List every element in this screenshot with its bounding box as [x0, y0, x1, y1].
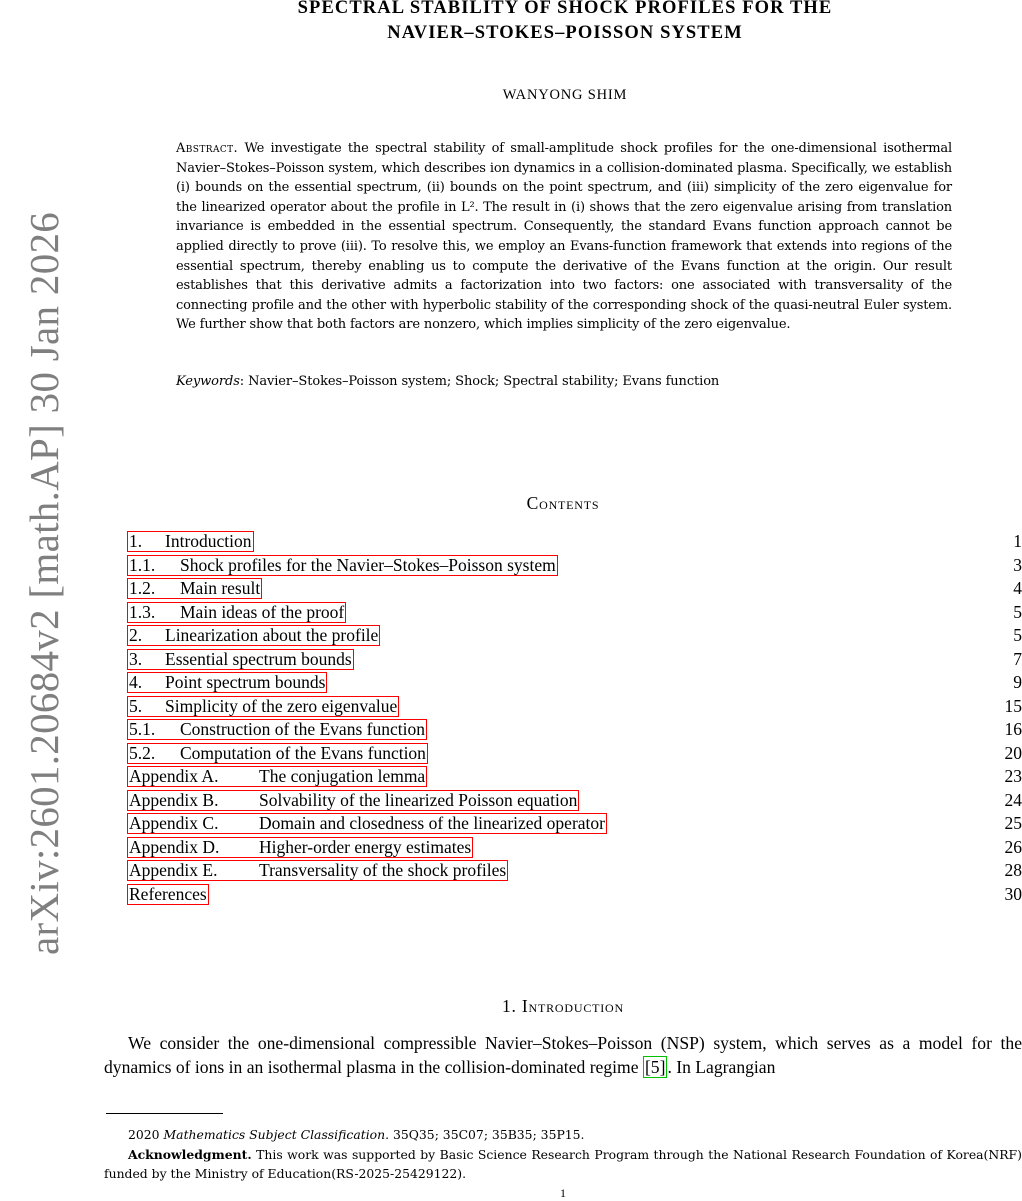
- toc-page-number: 25: [1005, 812, 1022, 836]
- toc-page-number: 5: [1013, 601, 1022, 625]
- toc-entry-number: 2.: [129, 626, 165, 645]
- toc-row: [127, 742, 1022, 766]
- toc-link[interactable]: [127, 649, 354, 670]
- msc-codes: 35Q35; 35C07; 35B35; 35P15.: [393, 1127, 585, 1142]
- toc-page-number: 26: [1005, 836, 1022, 860]
- toc-entry-title: Solvability of the linearized Poisson equation: [259, 790, 577, 810]
- toc-link[interactable]: [127, 555, 558, 576]
- toc-page-number: 1: [1013, 530, 1022, 554]
- toc-entry-number: Appendix A.: [129, 767, 259, 786]
- toc-entry-title: Transversality of the shock profiles: [259, 860, 506, 880]
- author-name: WANYONG SHIM: [180, 87, 950, 104]
- toc-entry-title: Simplicity of the zero eigenvalue: [165, 696, 397, 716]
- keywords-text: : Navier–Stokes–Poisson system; Shock; Spectral stability; Evans function: [240, 374, 719, 389]
- toc-link[interactable]: [127, 884, 209, 905]
- toc-row: [127, 601, 1022, 625]
- section-heading-introduction: 1. Introduction: [0, 996, 1022, 1017]
- toc-page-number: 28: [1005, 859, 1022, 883]
- toc-entry-title: Essential spectrum bounds: [165, 649, 352, 669]
- toc-link[interactable]: [127, 837, 473, 858]
- toc-page-number: 24: [1005, 789, 1022, 813]
- toc-page-number: 5: [1013, 624, 1022, 648]
- intro-text-before: We consider the one-dimensional compressible Navier–Stokes–Poisson (NSP) system, which serves as a model for the dynamics of ions in an isothermal plasma in the collision-dominated regime: [104, 1033, 1022, 1077]
- paper-title-line-2: NAVIER–STOKES–POISSON SYSTEM: [180, 23, 950, 44]
- toc-link[interactable]: [127, 531, 254, 552]
- toc-row: [127, 695, 1022, 719]
- page-number: 1: [0, 1186, 1022, 1201]
- footnote-divider: [106, 1113, 223, 1114]
- intro-text-after: . In Lagrangian: [667, 1057, 775, 1077]
- toc-page-number: 7: [1013, 648, 1022, 672]
- abstract-label: Abstract.: [176, 141, 238, 156]
- toc-link[interactable]: [127, 813, 607, 834]
- toc-row: [127, 836, 1022, 860]
- toc-row: [127, 859, 1022, 883]
- acknowledgment: [104, 1145, 1022, 1184]
- toc-entry-title: The conjugation lemma: [259, 766, 425, 786]
- abstract-text: We investigate the spectral stability of small-amplitude shock profiles for the one-dimensional isothermal Navier–Stokes–Poisson system, which describes ion dynamics in a collision-dominated plasma. Specifically, we establish (i) bounds on the essential spectrum, (ii) bounds on the point spectrum, and (iii) simplicity of the zero eigenvalue for the linearized operator about the profile in L². The result in (i) shows that the zero eigenvalue arising from translation invariance is embedded in the essential spectrum. Consequently, the standard Evans function approach cannot be applied directly to prove (iii). To resolve this, we employ an Evans-function framework that extends into regions of the essential spectrum, thereby enabling us to compute the derivative of the Evans function at the origin. Our result establishes that this derivative admits a factorization into two factors: one associated with transversality of the connecting profile and the other with hyperbolic stability of the corresponding shock of the quasi-neutral Euler system. We further show that both factors are nonzero, which implies simplicity of the zero eigenvalue.: [176, 141, 952, 332]
- toc-row: [127, 671, 1022, 695]
- toc-entry-title: Computation of the Evans function: [180, 743, 426, 763]
- citation-link[interactable]: [5]: [643, 1056, 668, 1078]
- msc-year: 2020: [128, 1127, 160, 1142]
- toc-entry-number: Appendix D.: [129, 838, 259, 857]
- toc-entry-title: Shock profiles for the Navier–Stokes–Poisson system: [180, 555, 556, 575]
- toc-page-number: 16: [1005, 718, 1022, 742]
- toc-row: [127, 554, 1022, 578]
- toc-link[interactable]: [127, 602, 346, 623]
- toc-entry-title: Construction of the Evans function: [180, 719, 425, 739]
- keywords-label: Keywords: [176, 374, 240, 389]
- toc-entry-title: Main result: [180, 578, 260, 598]
- abstract: [176, 139, 952, 335]
- table-of-contents: [127, 530, 1022, 906]
- footnote: [104, 1125, 1022, 1184]
- contents-heading: Contents: [0, 493, 1022, 514]
- toc-row: [127, 812, 1022, 836]
- msc-label: Mathematics Subject Classification.: [164, 1127, 390, 1142]
- toc-page-number: 4: [1013, 577, 1022, 601]
- toc-entry-number: 1.: [129, 532, 165, 551]
- toc-entry-title: Main ideas of the proof: [180, 602, 344, 622]
- toc-link[interactable]: [127, 696, 399, 717]
- toc-row: [127, 718, 1022, 742]
- toc-entry-title: Higher-order energy estimates: [259, 837, 471, 857]
- acknowledgment-label: Acknowledgment.: [128, 1147, 252, 1162]
- introduction-paragraph: [104, 1032, 1022, 1079]
- toc-link[interactable]: [127, 625, 380, 646]
- toc-entry-title: Domain and closedness of the linearized operator: [259, 813, 605, 833]
- arxiv-identifier-stamp: arXiv:2601.20684v2 [math.AP] 30 Jan 2026: [20, 212, 68, 955]
- toc-link[interactable]: [127, 743, 428, 764]
- toc-link[interactable]: [127, 672, 327, 693]
- toc-entry-title: References: [129, 884, 207, 904]
- toc-entry-number: 4.: [129, 673, 165, 692]
- toc-entry-title: Linearization about the profile: [165, 625, 378, 645]
- toc-link[interactable]: [127, 719, 427, 740]
- toc-page-number: 9: [1013, 671, 1022, 695]
- toc-entry-number: 1.3.: [129, 603, 180, 622]
- toc-row: [127, 789, 1022, 813]
- toc-entry-number: 1.2.: [129, 579, 180, 598]
- toc-page-number: 20: [1005, 742, 1022, 766]
- toc-entry-number: 1.1.: [129, 556, 180, 575]
- toc-page-number: 23: [1005, 765, 1022, 789]
- toc-entry-number: Appendix E.: [129, 861, 259, 880]
- toc-row: [127, 624, 1022, 648]
- paper-title-line-1: SPECTRAL STABILITY OF SHOCK PROFILES FOR THE: [180, 0, 950, 19]
- toc-entry-number: Appendix C.: [129, 814, 259, 833]
- toc-entry-number: 5.: [129, 697, 165, 716]
- toc-page-number: 3: [1013, 554, 1022, 578]
- keywords: [176, 374, 719, 389]
- toc-row: [127, 765, 1022, 789]
- acknowledgment-text: This work was supported by Basic Science Research Program through the National Research Foundation of Korea(NRF) funded by the Ministry of Education(RS-2025-25429122).: [104, 1147, 1022, 1182]
- toc-entry-title: Introduction: [165, 531, 252, 551]
- toc-link[interactable]: [127, 578, 262, 599]
- toc-link[interactable]: [127, 860, 508, 881]
- toc-page-number: 15: [1005, 695, 1022, 719]
- msc-line: [104, 1125, 1022, 1145]
- toc-row: [127, 648, 1022, 672]
- toc-link[interactable]: [127, 790, 579, 811]
- toc-entry-number: 5.1.: [129, 720, 180, 739]
- toc-entry-number: Appendix B.: [129, 791, 259, 810]
- toc-link[interactable]: [127, 766, 427, 787]
- toc-entry-number: 3.: [129, 650, 165, 669]
- toc-entry-number: 5.2.: [129, 744, 180, 763]
- toc-page-number: 30: [1005, 883, 1022, 907]
- toc-entry-title: Point spectrum bounds: [165, 672, 325, 692]
- toc-row: [127, 577, 1022, 601]
- toc-row: [127, 883, 1022, 907]
- toc-row: [127, 530, 1022, 554]
